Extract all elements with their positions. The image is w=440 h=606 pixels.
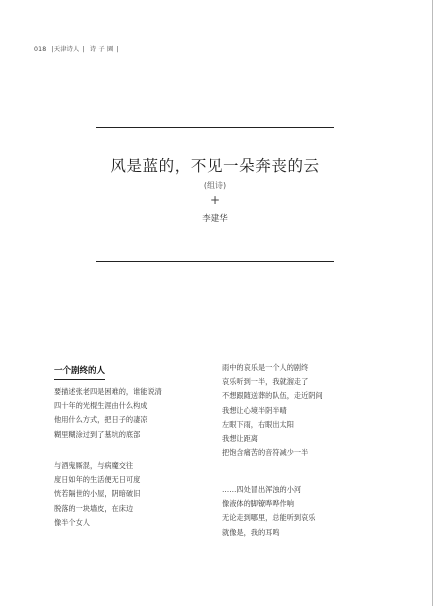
poem-line: 度日如年的生活便无日可度 <box>54 475 141 485</box>
poem-line: 像半个女人 <box>54 517 90 527</box>
poem-line: 他用什么方式，把日子的凄凉 <box>54 415 148 425</box>
section-heading: 一个剧终的人 <box>54 364 105 380</box>
page-edge <box>432 0 433 606</box>
poem-line: 脱落的一块墙皮，在床边 <box>54 503 134 513</box>
poem-line: 糊里糊涂过到了墓坑的底部 <box>54 429 141 439</box>
poem-line: 就像是，我的耳鸣 <box>222 527 280 537</box>
left-stanza-1 <box>54 385 162 442</box>
poem-line: 左眼下雨，右眼出太阳 <box>222 419 294 429</box>
poem-line: 四十年的光棍生涯由什么构成 <box>54 401 148 411</box>
right-stanza-2 <box>222 483 315 540</box>
poem-line: 我想让距离 <box>222 433 258 443</box>
title-rule-bottom <box>96 261 334 262</box>
poem-line: 雨中的哀乐是一个人的剧终 <box>222 363 309 372</box>
right-stanza-1 <box>222 361 323 460</box>
poem-title: 风是蓝的，不见一朵奔丧的云 <box>110 157 320 175</box>
left-stanza-2 <box>54 459 140 530</box>
poem-line: 我想让心境半阴半晴 <box>222 405 287 415</box>
poem-line: 要描述张老四是困难的，谁能说清 <box>54 387 162 396</box>
header-column: 诗 子 園 | <box>89 46 119 53</box>
header-section: |天津诗人 | <box>51 46 85 53</box>
poem-line: 恍若隔世的小屋，阴暗破旧 <box>54 489 141 499</box>
title-rule-top <box>96 127 334 128</box>
poem-line: 像液体的脚镣哗哗作响 <box>222 499 294 509</box>
poem-line: 不想跟随送葬的队伍，走近阴间 <box>222 391 323 401</box>
cross-ornament: + <box>209 193 221 207</box>
author-name: 李建华 <box>202 214 228 224</box>
poem-line: 无论走到哪里，总能听到哀乐 <box>222 513 316 523</box>
poem-line: 哀乐听到一半，我就溜走了 <box>222 377 309 387</box>
running-header <box>34 44 122 53</box>
poem-line: 把饱含痛苦的音符减少一半 <box>222 448 309 458</box>
poem-line: ……四处冒出浑浊的小河 <box>222 485 302 494</box>
poem-subtitle: (组诗) <box>203 181 227 190</box>
poem-line: 与酒鬼厮混，与病魔交往 <box>54 461 134 470</box>
page-number: 018 <box>34 46 47 53</box>
